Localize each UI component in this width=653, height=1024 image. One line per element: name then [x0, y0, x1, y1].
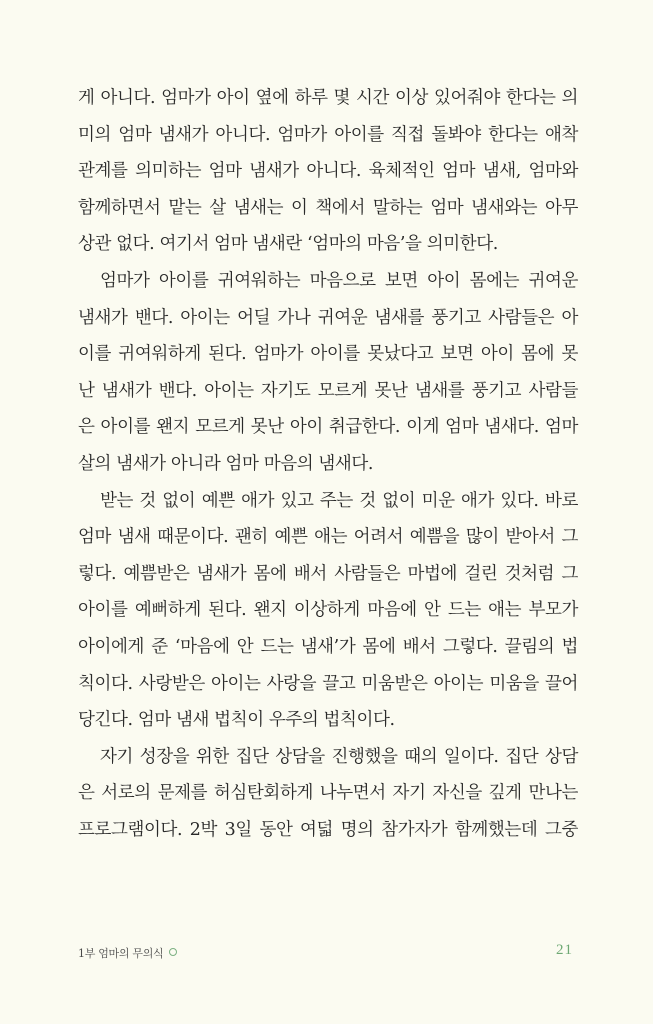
text-line: 아이에게 준 ‘마음에 안 드는 냄새’가 몸에 배서 그렇다. 끌림의 법 — [78, 636, 578, 657]
text-line: 관계를 의미하는 엄마 냄새가 아니다. 육체적인 엄마 냄새, 엄마와 — [78, 161, 578, 182]
text-line: 은 아이를 왠지 모르게 못난 아이 취급한다. 이게 엄마 냄새다. 엄마 — [78, 417, 578, 438]
text-line: 당긴다. 엄마 냄새 법칙이 우주의 법칙이다. — [78, 710, 395, 731]
text-line: 상관 없다. 여기서 엄마 냄새란 ‘엄마의 마음’을 의미한다. — [78, 234, 498, 255]
running-head-text: 1부 엄마의 무의식 — [78, 947, 164, 960]
text-line: 함께하면서 맡는 살 냄새는 이 책에서 말하는 엄마 냄새와는 아무 — [78, 197, 578, 218]
text-line: 자기 성장을 위한 집단 상담을 진행했을 때의 일이다. 집단 상담 — [100, 746, 578, 767]
text-line: 미의 엄마 냄새가 아니다. 엄마가 아이를 직접 돌봐야 한다는 애착 — [78, 124, 578, 145]
text-line: 렇다. 예쁨받은 냄새가 몸에 배서 사람들은 마법에 걸린 것처럼 그 — [78, 563, 578, 584]
circle-icon — [169, 948, 177, 956]
text-line: 이를 귀여워하게 된다. 엄마가 아이를 못났다고 보면 아이 몸에 못 — [78, 344, 578, 365]
text-line: 받는 것 없이 예쁜 애가 있고 주는 것 없이 미운 애가 있다. 바로 — [100, 490, 578, 511]
body-text — [78, 80, 578, 848]
running-head — [78, 945, 177, 961]
text-line: 아이를 예뻐하게 된다. 왠지 이상하게 마음에 안 드는 애는 부모가 — [78, 600, 578, 621]
text-line: 냄새가 밴다. 아이는 어딜 가나 귀여운 냄새를 풍기고 사람들은 아 — [78, 307, 578, 328]
text-line: 게 아니다. 엄마가 아이 옆에 하루 몇 시간 이상 있어줘야 한다는 의 — [78, 88, 578, 108]
text-line: 엄마가 아이를 귀여워하는 마음으로 보면 아이 몸에는 귀여운 — [100, 270, 578, 291]
page-number: 21 — [556, 942, 573, 958]
text-line: 칙이다. 사랑받은 아이는 사랑을 끌고 미움받은 아이는 미움을 끌어 — [78, 673, 578, 694]
text-line: 은 서로의 문제를 허심탄회하게 나누면서 자기 자신을 깊게 만나는 — [78, 783, 578, 804]
text-line: 엄마 냄새 때문이다. 괜히 예쁜 애는 어려서 예쁨을 많이 받아서 그 — [78, 527, 578, 548]
text-line: 난 냄새가 밴다. 아이는 자기도 모르게 못난 냄새를 풍기고 사람들 — [78, 380, 578, 401]
text-line: 프로그램이다. 2박 3일 동안 여덟 명의 참가자가 함께했는데 그중 — [78, 819, 578, 840]
text-line: 살의 냄새가 아니라 엄마 마음의 냄새다. — [78, 453, 374, 474]
page-footer — [78, 942, 573, 962]
